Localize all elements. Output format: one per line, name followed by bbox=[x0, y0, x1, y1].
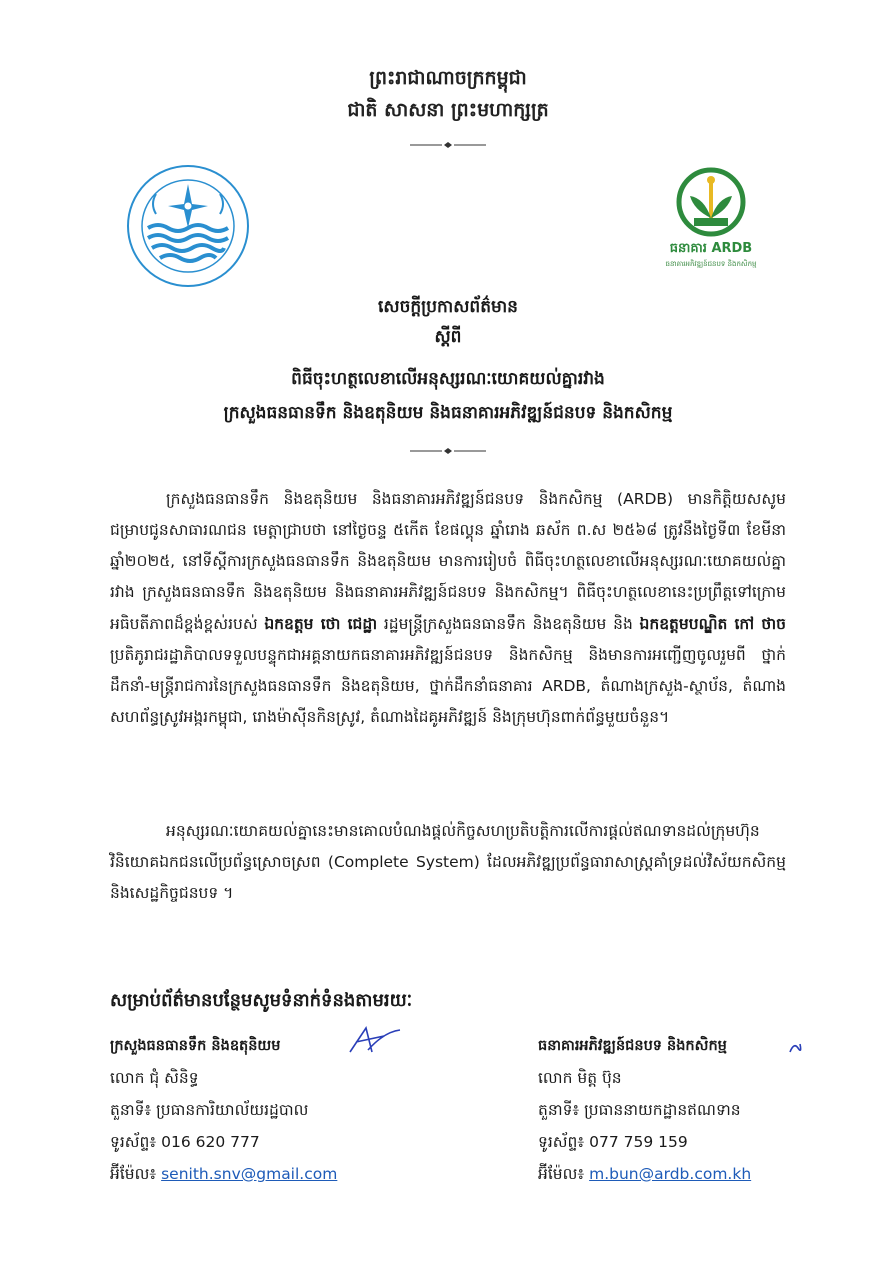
initial-signature-icon bbox=[344, 1022, 404, 1058]
director-name: ឯកឧត្តមបណ្ឌិត កៅ ថាច bbox=[639, 614, 786, 633]
motto-heading: ជាតិ សាសនា ព្រះមហាក្សត្រ bbox=[347, 99, 549, 121]
water-ministry-seal-icon bbox=[126, 164, 250, 288]
contact-email-row bbox=[110, 1158, 440, 1190]
contact-phone: ទូរស័ព្ទ៖ 077 759 159 bbox=[538, 1133, 688, 1151]
kingdom-heading: ព្រះរាជាណាចក្រកម្ពុជា bbox=[369, 67, 527, 89]
minister-name: ឯកឧត្តម ថោ ជេដ្ឋា bbox=[264, 614, 378, 633]
contact-name: លោក មិត្ត ប៊ុន bbox=[538, 1069, 622, 1087]
title-subject: ពិធីចុះហត្ថលេខាលើអនុស្សរណៈយោគយល់គ្នារវាង bbox=[291, 369, 605, 389]
email-label: អ៊ីម៉ែល៖ bbox=[538, 1165, 590, 1183]
contact-position: តួនាទី៖ ប្រធាននាយកដ្ឋានឥណទាន bbox=[538, 1101, 741, 1119]
ardb-logo-subtitle: ធនាគារអភិវឌ្ឍន៍ជនបទ និងកសិកម្ម bbox=[665, 260, 757, 268]
contact-phone: ទូរស័ព្ទ៖ 016 620 777 bbox=[110, 1133, 260, 1151]
initial-mark-icon bbox=[786, 1038, 806, 1058]
email-link[interactable]: m.bun@ardb.com.kh bbox=[589, 1165, 752, 1183]
email-link[interactable]: senith.snv@gmail.com bbox=[161, 1165, 338, 1183]
contact-position: តួនាទី៖ ប្រធានការិយាល័យរដ្ឋបាល bbox=[110, 1101, 309, 1119]
contact-email-row bbox=[538, 1158, 838, 1190]
contact-name: លោក ជុំ សិនិទ្ធ bbox=[110, 1069, 199, 1087]
contact-heading: សម្រាប់ព័ត៌មានបន្ថែមសូមទំនាក់ទំនងតាមរយៈ bbox=[110, 990, 413, 1011]
ornament-divider-icon bbox=[410, 140, 486, 150]
body-text-run: ក្រសួងធនធានទឹក និងឧតុនិយម និងធនាគារអភិវឌ្ឍន៍ជនបទ និងកសិកម្ម (ARDB) មានកិត្តិយសសូមជម្រាបជូនសាធារណជន មេត្តាជ្រាបថា នៅថ្ងៃចន្ទ ៥កើត ខែផល្គុន ឆ្នាំរោង ឆស័ក ព.ស ២៥៦៨ ត្រូវនឹងថ្ងៃទី៣ ខែមីនា ឆ្នាំ២០២៥, នៅទីស្តីការក្រសួងធនធានទឹក និងឧតុនិយម មានការរៀបចំ ពិធីចុះហត្ថលេខាលើអនុស្សរណៈយោគយល់គ្នារវាង ក្រសួងធនធានទឹក និងឧតុនិយម និងធនាគារអភិវឌ្ឍន៍ជនបទ និងកសិកម្ម។ ពិធីចុះហត្ថលេខានេះប្រព្រឹត្តទៅក្រោមអធិបតីភាពដ៏ខ្ពង់ខ្ពស់របស់ bbox=[110, 490, 786, 633]
body-text-run: រដ្ឋមន្ត្រីក្រសួងធនធានទឹក និងឧតុនិយម និង bbox=[377, 615, 640, 633]
ardb-logo-name: ធនាគារ ARDB bbox=[669, 241, 753, 256]
press-release-title: សេចក្តីប្រកាសព័ត៌មាន bbox=[378, 297, 518, 317]
contact-org: ក្រសួងធនធានទឹក និងឧតុនិយម bbox=[110, 1037, 281, 1054]
body-paragraph-2: អនុស្សរណៈយោគយល់គ្នានេះមានគោលបំណងផ្តល់កិច្ចសហប្រតិបត្តិការលើការផ្តល់ឥណទានដល់ក្រុមហ៊ុនវិនិយោគឯកជនលើប្រព័ន្ធស្រោចស្រព (Complete System) ដែលអភិវឌ្ឍប្រព័ន្ធធារាសាស្ត្រគាំទ្រដល់វិស័យកសិកម្ម និងសេដ្ឋកិច្ចជនបទ ។ bbox=[110, 822, 786, 902]
body-text-run: ប្រតិភូរាជរដ្ឋាភិបាលទទួលបន្ទុកជាអគ្គនាយកធនាគារអភិវឌ្ឍន៍ជនបទ និងកសិកម្ម និងមានការអញ្ជើញចូលរួមពី ថ្នាក់ដឹកនាំ-មន្ត្រីរាជការនៃក្រសួងធនធានទឹក និងឧតុនិយម, ថ្នាក់ដឹកនាំធនាគារ ARDB, តំណាងក្រសួង-ស្ថាប័ន, តំណាងសហព័ន្ធស្រូវអង្ករកម្ពុជា, រោងម៉ាស៊ីនកិនស្រូវ, តំណាងដៃគូអភិវឌ្ឍន៍ និងក្រុមហ៊ុនពាក់ព័ន្ធមួយចំនួន។ bbox=[110, 646, 786, 726]
title-parties: ក្រសួងធនធានទឹក និងឧតុនិយម និងធនាគារអភិវឌ្ឍន៍ជនបទ និងកសិកម្ម bbox=[223, 403, 673, 423]
title-about: ស្តីពី bbox=[434, 327, 462, 347]
email-label: អ៊ីម៉ែល៖ bbox=[110, 1165, 162, 1183]
contact-org: ធនាគារអភិវឌ្ឍន៍ជនបទ និងកសិកម្ម bbox=[538, 1037, 727, 1054]
body-paragraph-1 bbox=[110, 484, 786, 733]
ornament-divider-icon bbox=[410, 446, 486, 456]
